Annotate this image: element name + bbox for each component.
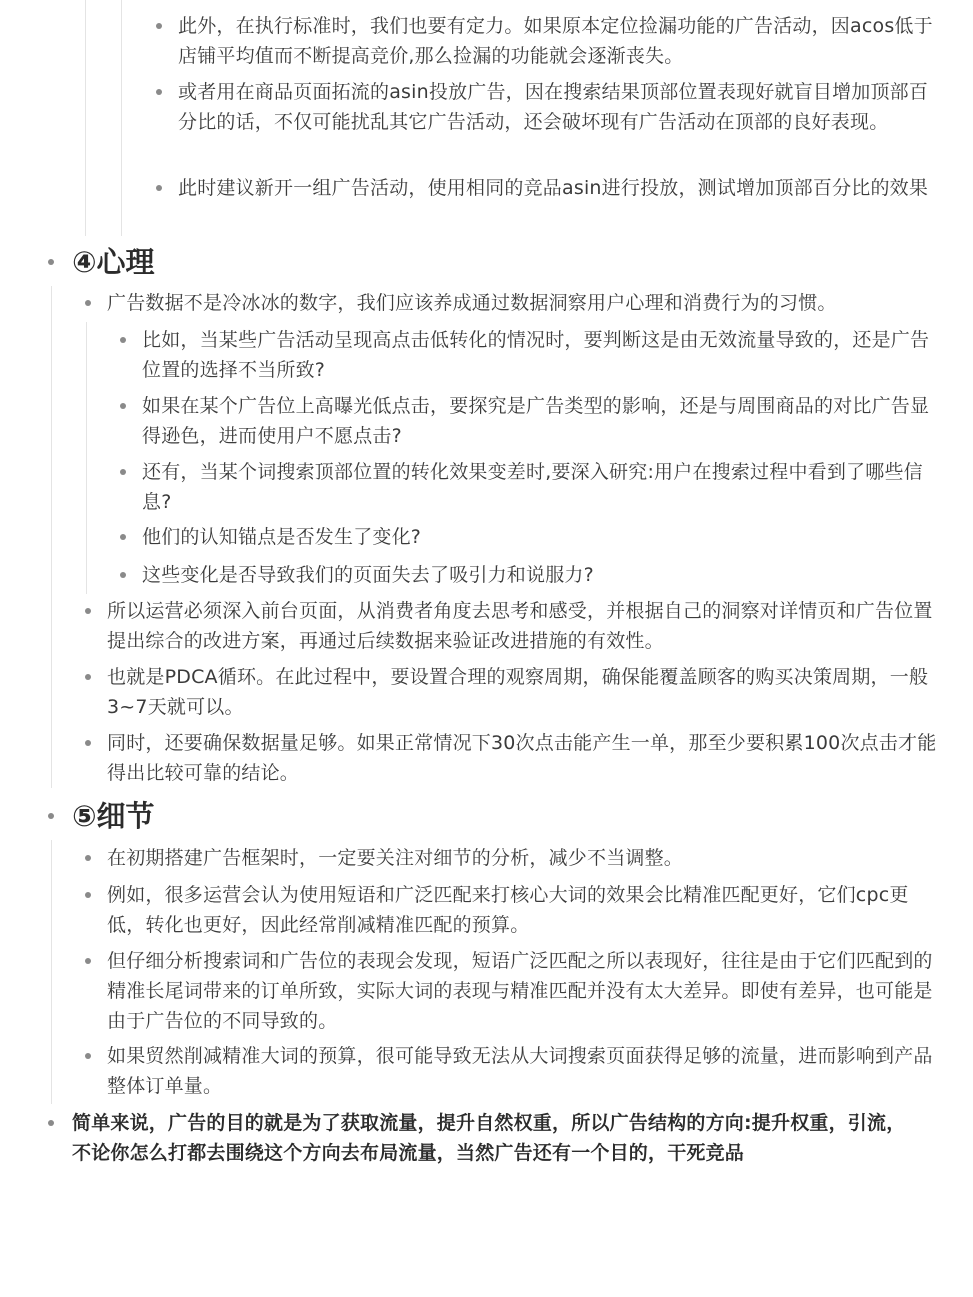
list-item: 还有，当某个词搜索顶部位置的转化效果变差时,要深入研究:用户在搜索过程中看到了哪些信息? (142, 457, 938, 517)
list-item: 如果贸然削减精准大词的预算，很可能导致无法从大词搜索页面获得足够的流量，进而影响到产品整体订单量。 (107, 1041, 937, 1101)
section-heading-detail: ⑤细节 (72, 799, 155, 833)
indent-guide-top-outer (85, 0, 86, 236)
list-item: 他们的认知锚点是否发生了变化? (142, 522, 938, 552)
indent-guide-detail (51, 840, 52, 1104)
indent-guide-top-inner (121, 0, 122, 236)
list-item: 如果在某个广告位上高曝光低点击，要探究是广告类型的影响，还是与周围商品的对比广告显得逊色，进而使用户不愿点击? (142, 391, 938, 451)
list-item: 同时，还要确保数据量足够。如果正常情况下30次点击能产生一单，那至少要积累100次点击才能得出比较可靠的结论。 (107, 728, 937, 788)
list-item: 例如，很多运营会认为使用短语和广泛匹配来打核心大词的效果会比精准匹配更好，它们cpc更低，转化也更好，因此经常削减精准匹配的预算。 (107, 880, 937, 940)
list-item: 广告数据不是冷冰冰的数字，我们应该养成通过数据洞察用户心理和消费行为的习惯。 (107, 288, 937, 318)
list-item: 但仔细分析搜索词和广告位的表现会发现，短语广泛匹配之所以表现好，往往是由于它们匹配到的精准长尾词带来的订单所致，实际大词的表现与精准匹配并没有太大差异。即使有差异，也可能是由于广告位的不同导致的。 (107, 946, 937, 1036)
indent-guide-psychology (51, 286, 52, 788)
list-item: 此时建议新开一组广告活动，使用相同的竞品asin进行投放，测试增加顶部百分比的效果 (178, 173, 938, 203)
summary-text: 简单来说，广告的目的就是为了获取流量，提升自然权重，所以广告结构的方向:提升权重，引流，不论你怎么打都去围绕这个方向去布局流量，当然广告还有一个目的，干死竞品 (72, 1108, 922, 1168)
section-heading-psychology: ④心理 (72, 245, 155, 279)
list-item: 也就是PDCA循环。在此过程中，要设置合理的观察周期，确保能覆盖顾客的购买决策周期，一般3~7天就可以。 (107, 662, 937, 722)
list-item: 在初期搭建广告框架时，一定要关注对细节的分析，减少不当调整。 (107, 843, 937, 873)
list-item: 所以运营必须深入前台页面，从消费者角度去思考和感受，并根据自己的洞察对详情页和广告位置提出综合的改进方案，再通过后续数据来验证改进措施的有效性。 (107, 596, 937, 656)
list-item: 此外，在执行标准时，我们也要有定力。如果原本定位捡漏功能的广告活动，因acos低于店铺平均值而不断提高竞价,那么捡漏的功能就会逐渐丧失。 (178, 11, 938, 71)
list-item: 或者用在商品页面拓流的asin投放广告，因在搜索结果顶部位置表现好就盲目增加顶部百分比的话，不仅可能扰乱其它广告活动，还会破坏现有广告活动在顶部的良好表现。 (178, 77, 938, 137)
indent-guide-psychology-nested (86, 322, 87, 594)
list-item: 比如，当某些广告活动呈现高点击低转化的情况时，要判断这是由无效流量导致的，还是广告位置的选择不当所致? (142, 325, 938, 385)
list-item: 这些变化是否导致我们的页面失去了吸引力和说服力? (142, 560, 938, 590)
